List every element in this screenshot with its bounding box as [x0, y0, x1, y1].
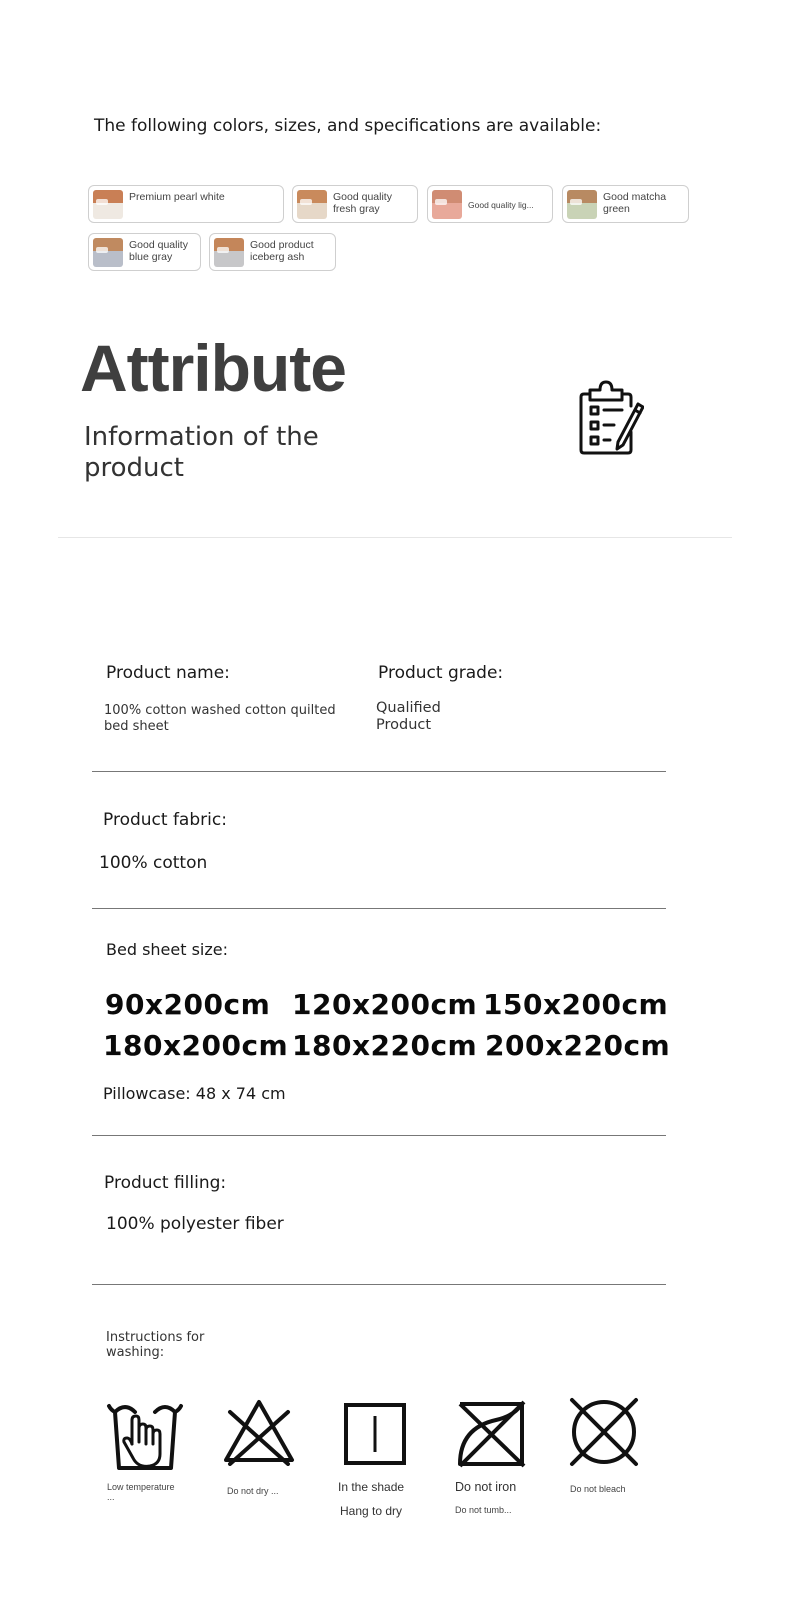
- variant-thumbnail: [93, 238, 123, 267]
- variant-option-3[interactable]: [427, 185, 553, 223]
- variant-option-1[interactable]: [88, 185, 284, 223]
- variant-option-6[interactable]: [209, 233, 336, 271]
- attribute-title: Attribute: [80, 331, 346, 405]
- filling-value: 100% polyester fiber: [106, 1214, 284, 1234]
- fabric-label: Product fabric:: [103, 810, 227, 830]
- clipboard-checklist-icon: [578, 380, 644, 456]
- size-option: 180x220cm: [292, 1029, 478, 1062]
- variant-label: Good quality fresh gray: [333, 191, 392, 215]
- product-grade-value: Qualified Product: [376, 700, 441, 733]
- wash-label-secondary: Hang to dry: [340, 1504, 403, 1518]
- row-divider: [92, 1284, 666, 1285]
- wash-label: Do not iron: [455, 1480, 517, 1494]
- size-option: 180x200cm: [103, 1029, 289, 1062]
- variant-thumbnail: [432, 190, 462, 219]
- attribute-subtitle: Information of the product: [84, 422, 319, 483]
- variant-thumbnail: [214, 238, 244, 267]
- wash-label: Low temperature ...: [107, 1482, 175, 1502]
- size-option: 90x200cm: [105, 988, 271, 1021]
- wash-label: In the shade: [338, 1480, 405, 1494]
- hand-wash-icon: [106, 1398, 184, 1470]
- variant-option-5[interactable]: [88, 233, 201, 271]
- filling-label: Product filling:: [104, 1173, 227, 1193]
- washing-label: Instructions for washing:: [106, 1330, 205, 1360]
- variant-label: Good product iceberg ash: [250, 239, 314, 263]
- do-not-tumble-dry-icon: [456, 1398, 528, 1470]
- size-option: 120x200cm: [292, 988, 478, 1021]
- row-divider: [92, 771, 666, 772]
- wash-label: Do not dry ...: [227, 1486, 279, 1496]
- variant-thumbnail: [93, 190, 123, 219]
- do-not-bleach-icon: [568, 1396, 640, 1468]
- variant-label: Good matcha green: [603, 191, 667, 215]
- intro-text: The following colors, sizes, and specifications are available:: [94, 116, 602, 136]
- variant-thumbnail: [567, 190, 597, 219]
- wash-label: Do not bleach: [570, 1484, 626, 1494]
- size-option: 200x220cm: [485, 1029, 671, 1062]
- section-divider: [58, 537, 732, 538]
- variant-option-4[interactable]: [562, 185, 689, 223]
- product-name-label: Product name:: [106, 663, 230, 683]
- variant-thumbnail: [297, 190, 327, 219]
- variant-label: Good quality blue gray: [129, 239, 188, 263]
- shade-dry-icon: [343, 1402, 407, 1466]
- fabric-value: 100% cotton: [99, 853, 208, 873]
- product-name-value: 100% cotton washed cotton quilted bed sheet: [104, 703, 336, 734]
- variant-label: Premium pearl white: [129, 191, 225, 203]
- row-divider: [92, 1135, 666, 1136]
- variant-option-2[interactable]: [292, 185, 418, 223]
- product-grade-label: Product grade:: [378, 663, 504, 683]
- wash-label-secondary: Do not tumb...: [455, 1505, 512, 1515]
- variant-label: Good quality lig...: [468, 200, 534, 210]
- size-label: Bed sheet size:: [106, 940, 228, 959]
- pillowcase-size: Pillowcase: 48 x 74 cm: [103, 1084, 286, 1103]
- do-not-dry-clean-icon: [222, 1398, 296, 1466]
- size-option: 150x200cm: [483, 988, 669, 1021]
- row-divider: [92, 908, 666, 909]
